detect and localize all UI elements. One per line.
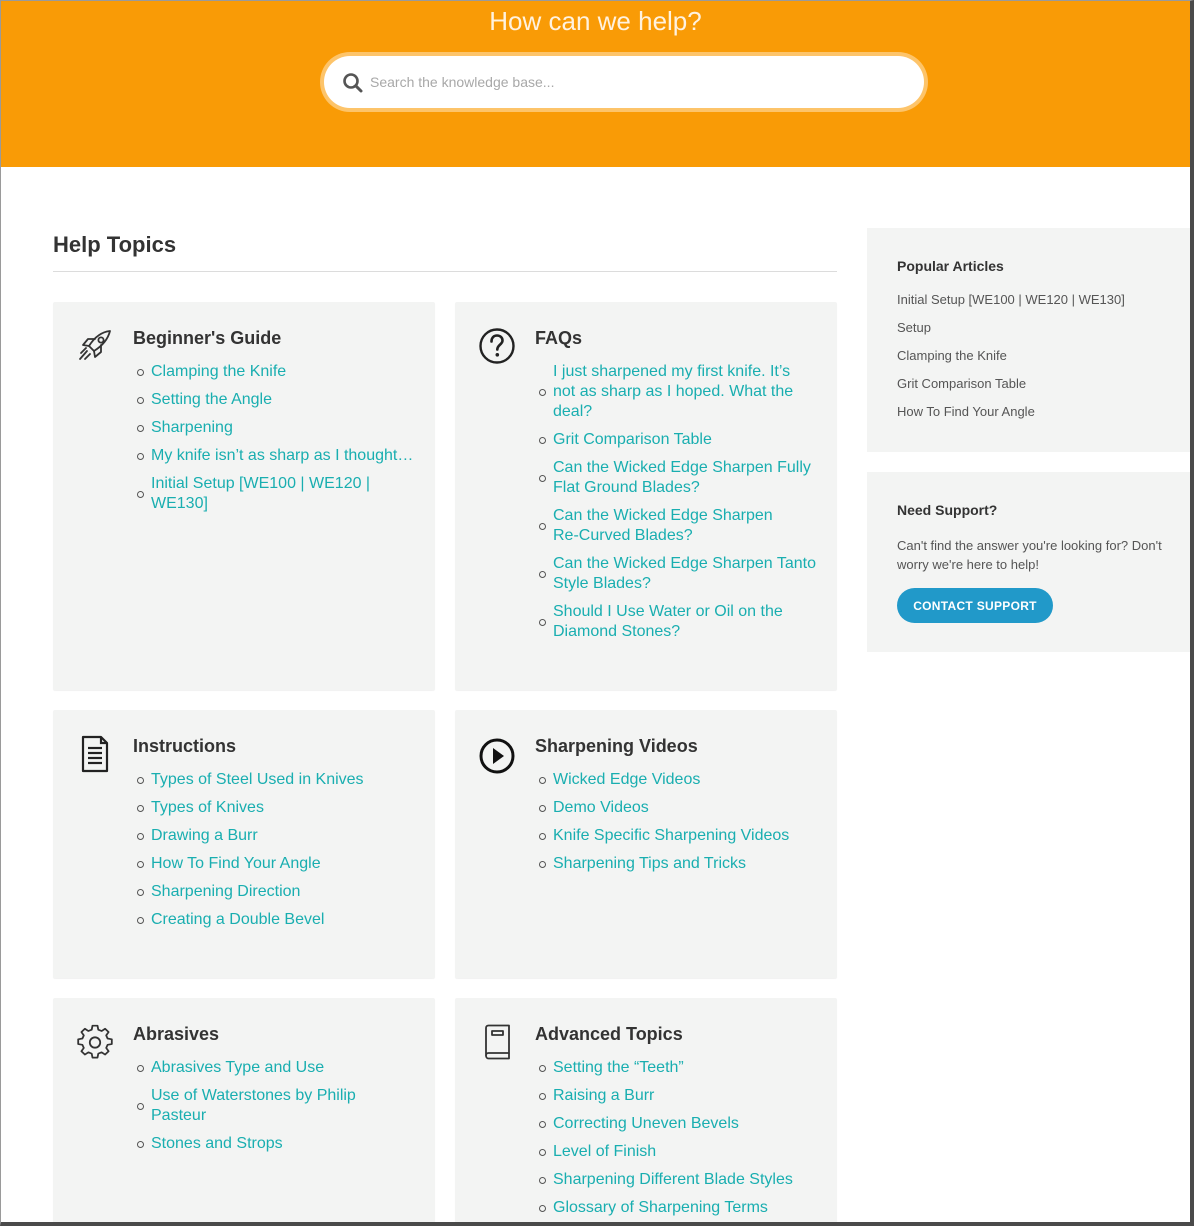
bullet-icon	[539, 1121, 546, 1128]
play-circle-icon	[479, 734, 515, 774]
list-item[interactable]	[137, 1058, 427, 1078]
article-link[interactable]: Abrasives Type and Use	[151, 1059, 325, 1076]
list-item[interactable]	[539, 1114, 829, 1134]
article-link[interactable]: Can the Wicked Edge Sharpen Fully Flat Ground Blades?	[553, 459, 811, 496]
article-link[interactable]: Setting the “Teeth”	[553, 1059, 684, 1076]
document-list-icon	[77, 734, 113, 774]
hero-title: How can we help?	[489, 6, 702, 36]
bullet-icon	[137, 861, 144, 868]
bullet-icon	[137, 369, 144, 376]
category-card-abrasives	[53, 998, 435, 1226]
list-item[interactable]	[137, 1086, 373, 1126]
article-link[interactable]: Glossary of Sharpening Terms	[553, 1199, 768, 1216]
category-title: Sharpening Videos	[535, 736, 698, 756]
article-link[interactable]: Wicked Edge Videos	[553, 771, 701, 788]
support-title: Need Support?	[897, 502, 998, 518]
bullet-icon	[539, 437, 546, 444]
category-card-instructions	[53, 710, 435, 978]
article-link[interactable]: I just sharpened my first knife. It’s not as sharp as I hoped. What the deal?	[553, 363, 794, 420]
list-item[interactable]	[897, 320, 1125, 336]
bullet-icon	[137, 805, 144, 812]
list-item[interactable]	[897, 348, 1125, 364]
list-item[interactable]	[137, 770, 427, 790]
search-box[interactable]	[324, 56, 924, 108]
article-link[interactable]: Grit Comparison Table	[553, 431, 712, 448]
support-text: Can't find the answer you're looking for? Don't worry we're here to help!	[897, 538, 1162, 572]
article-link[interactable]: Sharpening	[151, 419, 233, 436]
list-item[interactable]	[539, 1198, 829, 1218]
bullet-icon	[539, 1065, 546, 1072]
bullet-icon	[137, 1141, 144, 1148]
question-circle-icon	[479, 326, 515, 366]
list-item[interactable]	[539, 554, 825, 594]
article-link[interactable]: Setting the Angle	[151, 391, 272, 408]
list-item[interactable]	[539, 826, 829, 846]
popular-articles-list	[897, 292, 1125, 432]
article-link[interactable]: How To Find Your Angle	[151, 855, 321, 872]
bullet-icon	[539, 833, 546, 840]
bullet-icon	[137, 491, 144, 498]
category-title: Beginner's Guide	[133, 328, 282, 348]
list-item[interactable]	[539, 506, 799, 546]
article-link[interactable]: Sharpening Direction	[151, 883, 301, 900]
category-title: Instructions	[133, 736, 237, 756]
list-item[interactable]	[137, 390, 427, 410]
article-link[interactable]: Can the Wicked Edge Sharpen Re-Curved Blades?	[553, 507, 773, 544]
bullet-icon	[137, 833, 144, 840]
list-item[interactable]	[539, 362, 801, 422]
list-item[interactable]	[539, 770, 829, 790]
bullet-icon	[137, 1103, 144, 1110]
bullet-icon	[539, 571, 546, 578]
bullet-icon	[137, 453, 144, 460]
list-item[interactable]	[539, 854, 829, 874]
popular-article-link[interactable]: Initial Setup [WE100 | WE120 | WE130]	[897, 292, 1125, 307]
article-link[interactable]: Creating a Double Bevel	[151, 911, 325, 928]
list-item[interactable]	[539, 1086, 829, 1106]
hero-banner	[1, 1, 1190, 167]
list-item[interactable]	[897, 404, 1125, 420]
bullet-icon	[137, 777, 144, 784]
list-item[interactable]	[137, 1134, 427, 1154]
article-link[interactable]: Drawing a Burr	[151, 827, 258, 844]
gear-icon	[77, 1022, 113, 1062]
list-item[interactable]	[539, 1142, 829, 1162]
article-link[interactable]: Sharpening Tips and Tricks	[553, 855, 746, 872]
article-link[interactable]: Sharpening Different Blade Styles	[553, 1171, 793, 1188]
bullet-icon	[539, 1177, 546, 1184]
help-topics-title: Help Topics	[53, 232, 177, 257]
bullet-icon	[539, 475, 546, 482]
list-item[interactable]	[539, 1058, 829, 1078]
article-list	[539, 770, 829, 882]
list-item[interactable]	[137, 910, 427, 930]
article-list	[137, 1058, 427, 1162]
search-bar	[320, 52, 928, 112]
rocket-icon	[77, 326, 113, 366]
divider	[53, 271, 837, 272]
bullet-icon	[137, 397, 144, 404]
bullet-icon	[137, 889, 144, 896]
list-item[interactable]	[137, 418, 427, 438]
article-list	[137, 770, 427, 938]
search-icon	[342, 72, 364, 94]
list-item[interactable]	[137, 446, 427, 466]
article-link[interactable]: Types of Knives	[151, 799, 264, 816]
popular-article-link[interactable]: Setup	[897, 320, 931, 335]
bullet-icon	[137, 425, 144, 432]
article-link[interactable]: Clamping the Knife	[151, 363, 287, 380]
list-item[interactable]	[539, 602, 789, 642]
list-item[interactable]	[137, 798, 427, 818]
bullet-icon	[539, 777, 546, 784]
list-item[interactable]	[137, 882, 427, 902]
list-item[interactable]	[897, 376, 1125, 392]
article-link[interactable]: Initial Setup [WE100 | WE120 | WE130]	[151, 475, 371, 512]
article-link[interactable]: My knife isn’t as sharp as I thought…	[151, 447, 414, 464]
article-link[interactable]: Should I Use Water or Oil on the Diamond Stones?	[553, 603, 783, 640]
article-list	[539, 362, 829, 650]
article-link[interactable]: Can the Wicked Edge Sharpen Tanto Style Blades?	[553, 555, 816, 592]
bullet-icon	[539, 619, 546, 626]
article-link[interactable]: Correcting Uneven Bevels	[553, 1115, 739, 1132]
list-item[interactable]	[539, 1170, 829, 1190]
bullet-icon	[539, 805, 546, 812]
list-item[interactable]	[539, 798, 829, 818]
bullet-icon	[539, 389, 546, 396]
category-card-sharpening-videos	[455, 710, 837, 978]
bullet-icon	[137, 917, 144, 924]
list-item[interactable]	[137, 474, 377, 514]
category-title: Abrasives	[133, 1024, 220, 1044]
bullet-icon	[539, 861, 546, 868]
article-link[interactable]: Knife Specific Sharpening Videos	[553, 827, 790, 844]
article-link[interactable]: Types of Steel Used in Knives	[151, 771, 364, 788]
bullet-icon	[539, 1149, 546, 1156]
category-card-advanced-topics	[455, 998, 837, 1226]
bullet-icon	[539, 1205, 546, 1212]
article-link[interactable]: Raising a Burr	[553, 1087, 655, 1104]
category-card-beginners-guide	[53, 302, 435, 690]
book-icon	[479, 1022, 515, 1062]
support-widget	[867, 472, 1194, 652]
search-input[interactable]	[370, 68, 890, 96]
popular-articles-widget	[867, 228, 1194, 452]
list-item[interactable]	[539, 458, 819, 498]
bullet-icon	[539, 523, 546, 530]
article-list	[539, 1058, 829, 1226]
popular-article-link[interactable]: Grit Comparison Table	[897, 376, 1027, 391]
article-link[interactable]: Stones and Strops	[151, 1135, 283, 1152]
popular-article-link[interactable]: Clamping the Knife	[897, 348, 1007, 363]
category-card-faqs	[455, 302, 837, 690]
category-title: FAQs	[535, 328, 583, 348]
article-link[interactable]: Use of Waterstones by Philip Pasteur	[151, 1087, 356, 1124]
contact-support-button[interactable]: CONTACT SUPPORT	[897, 588, 1053, 623]
popular-article-link[interactable]: How To Find Your Angle	[897, 404, 1035, 419]
list-item[interactable]	[897, 292, 1125, 308]
article-link[interactable]: Demo Videos	[553, 799, 649, 816]
list-item[interactable]	[137, 826, 427, 846]
list-item[interactable]	[137, 362, 427, 382]
bullet-icon	[539, 1093, 546, 1100]
bullet-icon	[137, 1065, 144, 1072]
list-item[interactable]	[539, 430, 829, 450]
popular-articles-title: Popular Articles	[897, 258, 1004, 274]
list-item[interactable]	[137, 854, 427, 874]
article-link[interactable]: Level of Finish	[553, 1143, 657, 1160]
category-title: Advanced Topics	[535, 1024, 683, 1044]
article-list	[137, 362, 427, 522]
